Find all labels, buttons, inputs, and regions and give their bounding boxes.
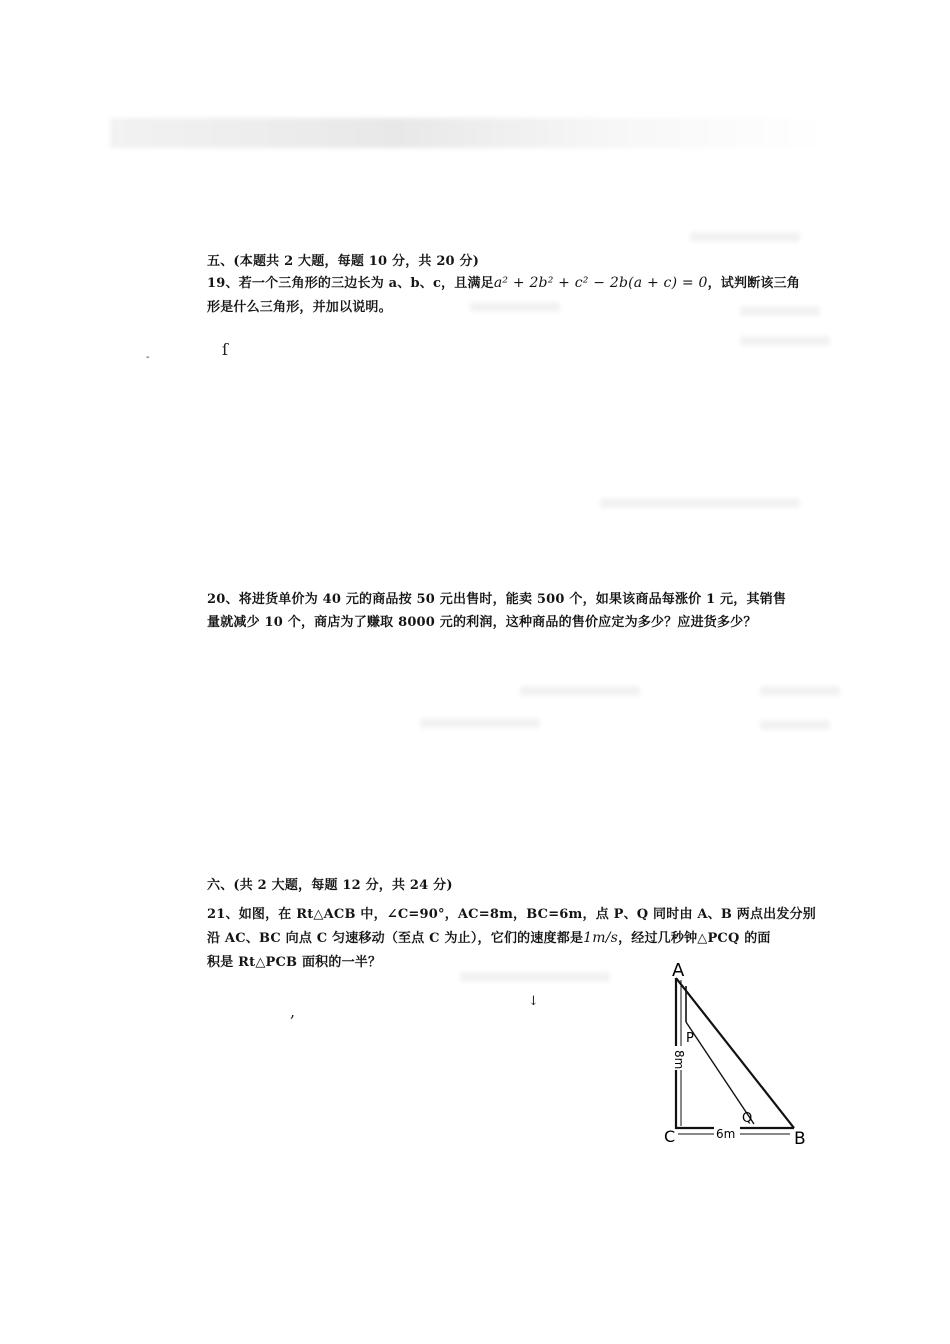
question-20-line-1: 20、将进货单价为 40 元的商品按 50 元出售时，能卖 500 个，如果该商品每涨价 1 元，其销售 <box>207 592 787 607</box>
hypotenuse-ab <box>676 978 794 1128</box>
point-label-p: P <box>686 1031 694 1046</box>
pen-mark: ſ <box>222 340 228 359</box>
pen-mark: , <box>290 1002 296 1021</box>
bleed-through-text <box>460 972 610 982</box>
point-label-q: Q <box>742 1111 753 1126</box>
bleed-through-text <box>520 686 640 696</box>
pen-mark: ↓ <box>528 994 539 1009</box>
segment-pq <box>686 1022 754 1124</box>
bleed-through-text <box>690 232 800 242</box>
q21-text-b: ，经过几秒钟△PCQ 的面 <box>618 931 771 946</box>
pen-mark: - <box>146 352 150 363</box>
bleed-through-text <box>760 720 830 730</box>
bleed-through-text <box>740 306 820 316</box>
bleed-through-text <box>470 302 560 312</box>
q21-speed: 1m/s <box>583 930 619 946</box>
bleed-through-text <box>760 686 840 696</box>
section-6-heading: 六、(共 2 大题，每题 12 分，共 24 分) <box>207 878 453 893</box>
triangle-figure <box>662 950 822 1150</box>
question-21-line-2 <box>207 927 771 946</box>
question-21-line-3: 积是 Rt△PCB 面积的一半？ <box>207 955 382 970</box>
question-19-line-1 <box>207 272 800 291</box>
bleed-through-text <box>420 718 540 728</box>
vertex-label-b: B <box>794 1129 806 1149</box>
length-label-ac: 8m <box>672 1050 686 1070</box>
q19-text-b: b、c，且满足 <box>410 276 494 291</box>
bleed-through-text <box>600 498 800 508</box>
q19-equation: a² + 2b² + c² − 2b(a + c) = 0 <box>493 275 708 291</box>
q19-text-c: ，试判断该三角 <box>707 276 801 291</box>
vertex-label-c: C <box>664 1127 676 1146</box>
bleed-through-text <box>740 336 830 346</box>
q19-text-a: 19、若一个三角形的三边长为 a、 <box>207 276 411 291</box>
length-label-bc: 6m <box>716 1127 736 1141</box>
question-21-line-1: 21、如图，在 Rt△ACB 中，∠C=90°，AC=8m，BC=6m，点 P、Q 同时由 A、B 两点出发分别 <box>207 907 816 922</box>
question-19-line-2: 形是什么三角形，并加以说明。 <box>207 300 392 315</box>
scan-artifact <box>110 118 830 148</box>
q21-text-a: 沿 AC、BC 向点 C 匀速移动（至点 C 为止），它们的速度都是 <box>207 931 584 946</box>
section-5-heading: 五、(本题共 2 大题，每题 10 分，共 20 分) <box>207 254 480 269</box>
question-20-line-2: 量就减少 10 个，商店为了赚取 8000 元的利润，这种商品的售价应定为多少？应进货多少？ <box>207 615 757 630</box>
vertex-label-a: A <box>672 960 685 981</box>
